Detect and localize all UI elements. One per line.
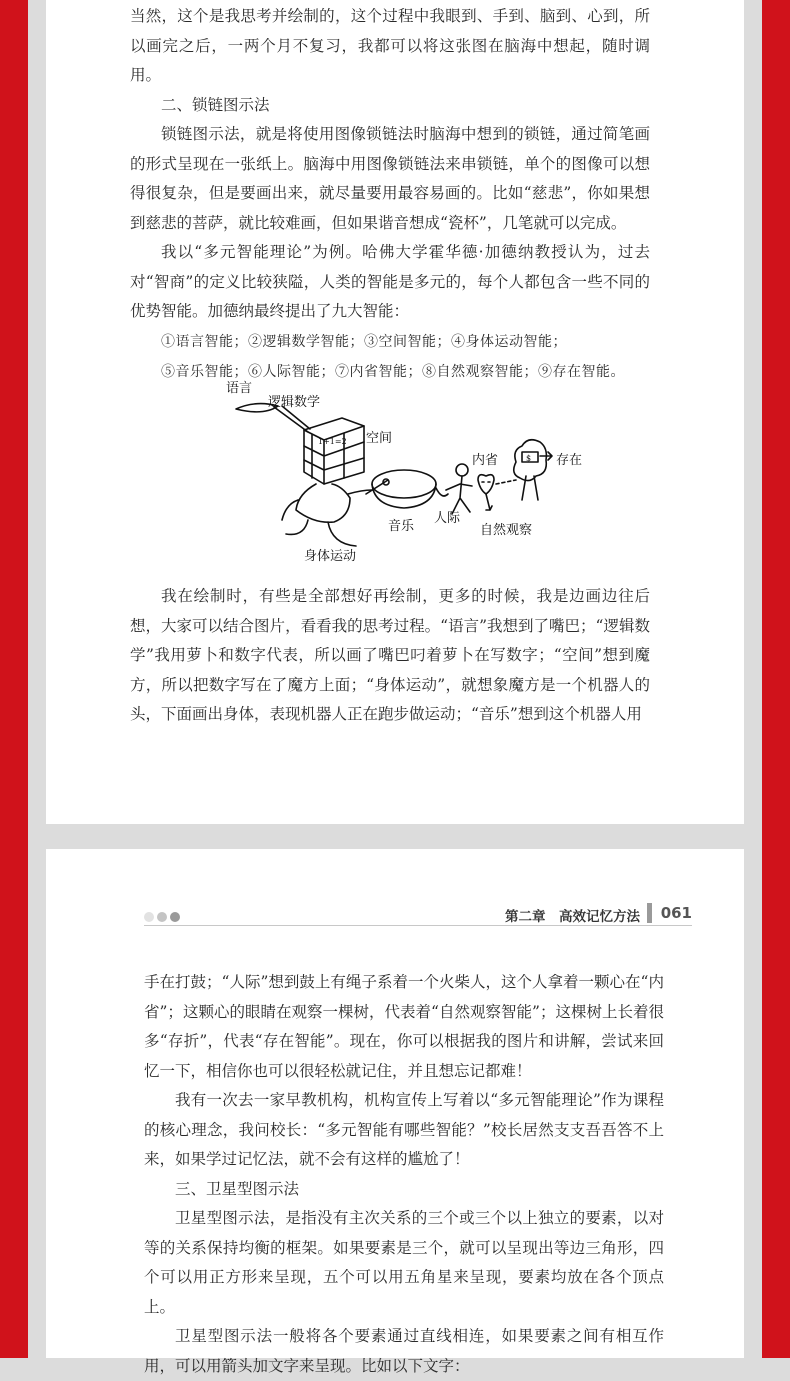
header-dot-2 [157, 912, 167, 922]
text-block-after-figure [130, 582, 650, 730]
section-heading-chain: 二、锁链图示法 [161, 95, 270, 114]
figure-label-shenti: 身体运动 [304, 549, 357, 564]
paragraph-satellite-definition: 卫星型图示法，是指没有主次关系的三个或三个以上独立的要素，以对等的关系保持均衡的框架。如果要素是三个，就可以呈现出等边三角形，四个可以用正方形来呈现，五个可以用五角星来呈现，要素均放在各个顶点上。 [144, 1209, 664, 1316]
page-number: 061 [660, 904, 692, 922]
page-upper [46, 0, 744, 824]
paragraph-drawing-process: 我在绘制时，有些是全部想好再绘制，更多的时候，我是边画边往后想，大家可以结合图片，看看我的思考过程。“语言”我想到了嘴巴；“逻辑数学”我用萝卜和数字代表，所以画了嘴巴叼着萝卜在写数字；“空间”想到魔方，所以把数字写在了魔方上面；“身体运动”，就想象魔方是一个机器人的头，下面画出身体，表现机器人正在跑步做运动；“音乐”想到这个机器人用 [130, 587, 650, 723]
figure-label-kongjian: 空间 [366, 431, 393, 446]
section-heading-satellite: 三、卫星型图示法 [175, 1179, 300, 1198]
paragraph-recall: 手在打鼓；“人际”想到鼓上有绳子系着一个火柴人，这个人拿着一颗心在“内省”；这颗心的眼睛在观察一棵树，代表着“自然观察智能”；这棵树上长着很多“存折”，代表“存在智能”。现在，你可以根据我的图片和讲解，尝试来回忆一下，相信你也可以很轻松就记住，并且想忘记都难！ [144, 973, 664, 1080]
right-red-border [762, 0, 790, 1358]
header-divider-bar [647, 903, 652, 923]
left-red-border [0, 0, 28, 1358]
figure-label-yuyan: 语言 [226, 381, 253, 396]
paragraph-multiple-intelligences: 我以“多元智能理论”为例。哈佛大学霍华德·加德纳教授认为，过去对“智商”的定义比较狭隘，人类的智能是多元的，每个人都包含一些不同的优势智能。加德纳最终提出了九大智能： [130, 243, 650, 320]
page-lower [46, 849, 744, 1375]
figure-label-badge: $ [526, 454, 532, 463]
paragraph-intro: 当然，这个是我思考并绘制的，这个过程中我眼到、手到、脑到、心到，所以画完之后，一两个月不复习，我都可以将这张图在脑海中想起，随时调用。 [130, 7, 650, 84]
figure-label-yinyue: 音乐 [388, 519, 415, 534]
figure-label-cube: 1+1=2 [318, 437, 347, 446]
chain-sketch-figure [216, 372, 583, 564]
header-dot-1 [144, 912, 154, 922]
header-dot-3 [170, 912, 180, 922]
heart-sketch [478, 475, 494, 494]
text-block-upper [130, 2, 650, 387]
header-dots [144, 907, 183, 926]
figure-label-renji: 人际 [434, 511, 461, 526]
figure-label-cunzai: 存在 [556, 453, 583, 468]
figure-label-neixing: 内省 [472, 453, 499, 468]
intelligence-list-line-2: ⑤音乐智能；⑥人际智能；⑦内省智能；⑧自然观察智能；⑨存在智能。 [161, 363, 625, 380]
robot-body-sketch [296, 484, 350, 522]
intelligence-list-line-1: ①语言智能；②逻辑数学智能；③空间智能；④身体运动智能； [161, 333, 567, 350]
chapter-title: 第二章 高效记忆方法 [505, 909, 640, 925]
figure-label-ziran: 自然观察 [480, 523, 533, 538]
paragraph-chain-method: 锁链图示法，就是将使用图像锁链法时脑海中想到的锁链，通过简笔画的形式呈现在一张纸上。脑海中用图像锁链法来串锁链，单个的图像可以想得很复杂，但是要画出来，就尽量要用最容易画的。比如“慈悲”，你如果想到慈悲的菩萨，就比较难画，但如果谐音想成“瓷杯”，几笔就可以完成。 [130, 125, 650, 232]
header-rule [144, 925, 692, 926]
figure-label-luoji: 逻辑数学 [268, 395, 321, 410]
running-header [144, 901, 692, 927]
stick-figure-sketch [456, 464, 468, 476]
paragraph-satellite-connections: 卫星型图示法一般将各个要素通过直线相连，如果要素之间有相互作用，可以用箭头加文字来呈现。比如以下文字： [144, 1327, 664, 1375]
text-block-lower [144, 968, 664, 1381]
paragraph-kindergarten-story: 我有一次去一家早教机构，机构宣传上写着以“多元智能理论”作为课程的核心理念，我问校长：“多元智能有哪些智能？”校长居然支支吾吾答不上来，如果学过记忆法，就不会有这样的尴尬了！ [144, 1091, 664, 1168]
